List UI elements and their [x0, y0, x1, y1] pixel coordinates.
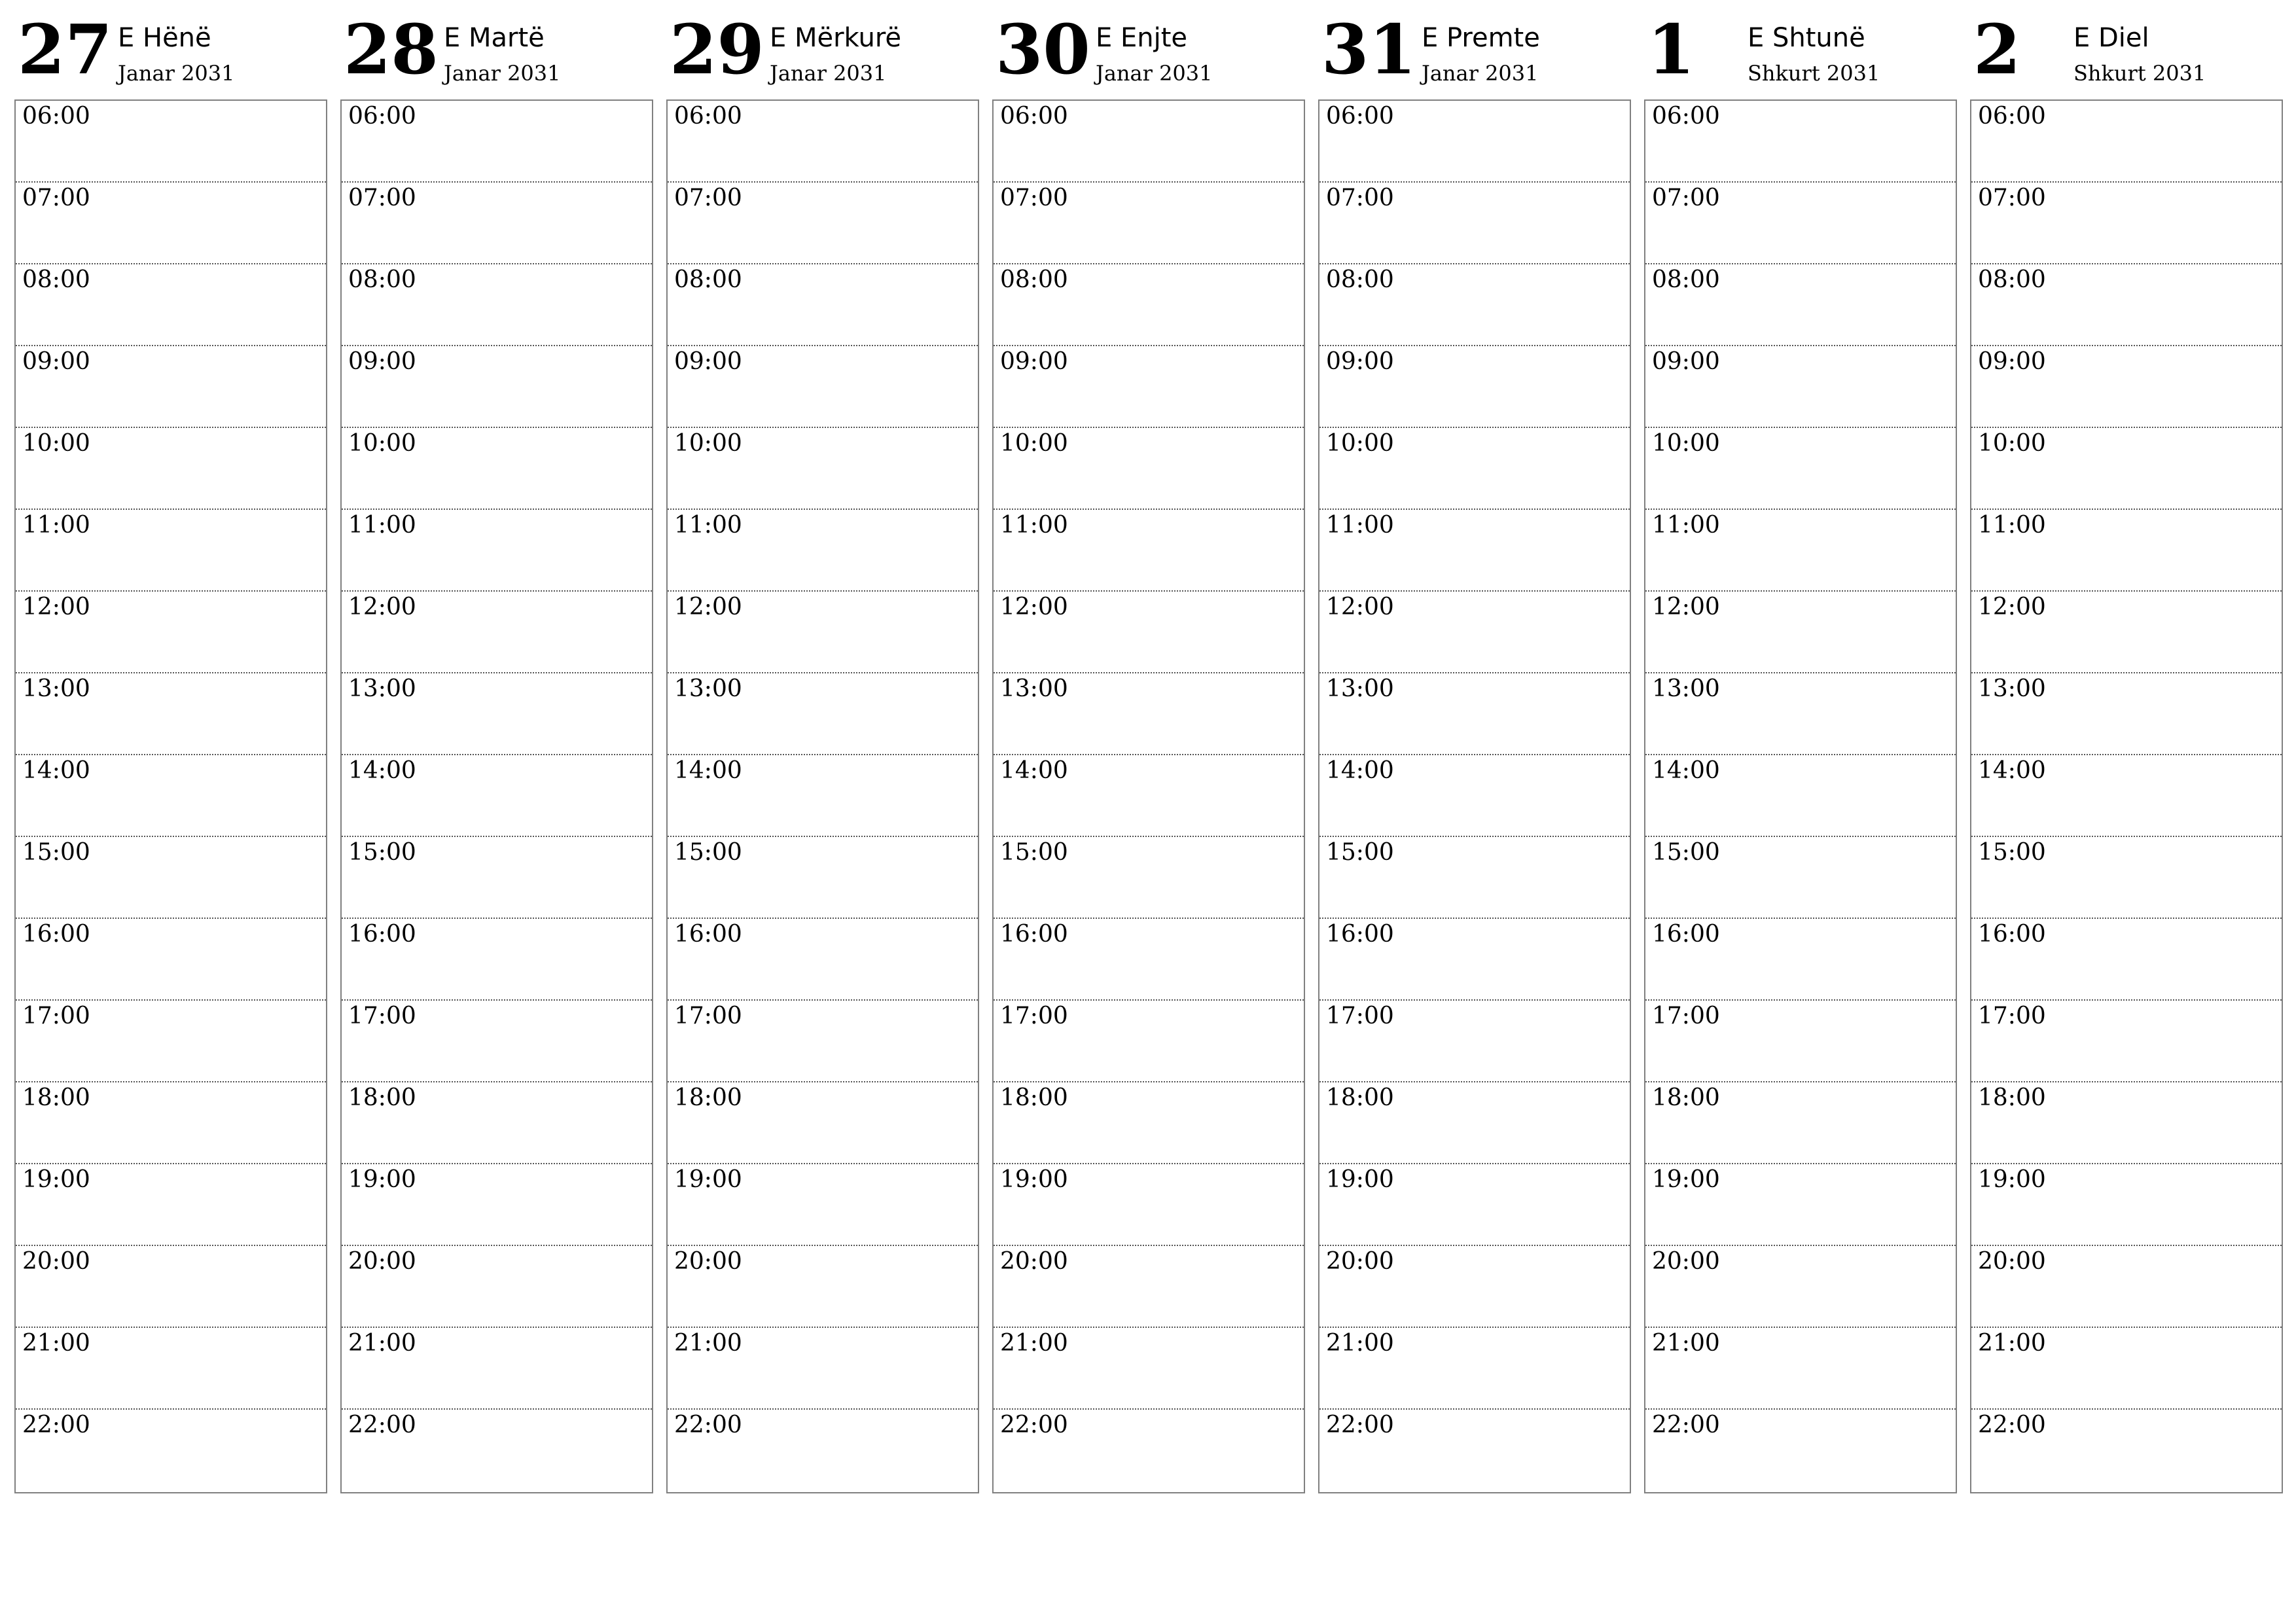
hour-label: 19:00	[348, 1166, 416, 1193]
hour-slot[interactable]	[1319, 837, 1630, 919]
hour-label: 12:00	[1652, 594, 1720, 620]
hour-label: 20:00	[348, 1248, 416, 1275]
hour-label: 12:00	[1978, 594, 2046, 620]
hour-slot[interactable]	[342, 101, 652, 183]
hour-slot[interactable]	[16, 1001, 326, 1082]
hour-label: 10:00	[1000, 430, 1068, 457]
day-column	[340, 0, 653, 1438]
hour-label: 15:00	[674, 839, 742, 866]
hour-slot[interactable]	[668, 264, 978, 346]
hour-slot[interactable]	[994, 1001, 1304, 1082]
hour-slot[interactable]	[1319, 755, 1630, 837]
hour-slot[interactable]	[1645, 1164, 1956, 1246]
hour-label: 11:00	[1978, 512, 2046, 539]
hour-label: 15:00	[1000, 839, 1068, 866]
day-month-year: Shkurt 2031	[2073, 61, 2206, 86]
hour-label: 10:00	[1326, 430, 1394, 457]
hour-slot[interactable]	[342, 755, 652, 837]
hour-label: 22:00	[348, 1412, 416, 1438]
hour-slot[interactable]	[994, 1164, 1304, 1246]
hour-label: 15:00	[1326, 839, 1394, 866]
hour-label: 06:00	[1978, 103, 2046, 130]
hour-slot[interactable]	[16, 183, 326, 264]
day-number: 2	[1973, 9, 2021, 90]
hour-label: 13:00	[1978, 675, 2046, 702]
hour-slot[interactable]	[1645, 346, 1956, 428]
hour-slot[interactable]	[1645, 183, 1956, 264]
hour-label: 13:00	[1652, 675, 1720, 702]
day-name: E Diel	[2073, 23, 2149, 53]
hour-slot[interactable]	[1971, 755, 2282, 837]
day-name: E Shtunë	[1748, 23, 1865, 53]
day-number: 1	[1647, 9, 1695, 90]
hour-label: 14:00	[1652, 757, 1720, 784]
hour-label: 06:00	[22, 103, 90, 130]
hour-label: 22:00	[1326, 1412, 1394, 1438]
hour-slot[interactable]	[342, 1082, 652, 1164]
hour-label: 08:00	[674, 266, 742, 293]
hour-slot[interactable]	[1645, 755, 1956, 837]
hour-label: 18:00	[22, 1084, 90, 1111]
hour-slot[interactable]	[994, 346, 1304, 428]
hour-label: 14:00	[22, 757, 90, 784]
day-month-year: Janar 2031	[118, 61, 235, 86]
hour-slot[interactable]	[342, 1001, 652, 1082]
hour-label: 19:00	[674, 1166, 742, 1193]
hour-label: 16:00	[1000, 921, 1068, 948]
hour-label: 09:00	[674, 348, 742, 375]
hour-label: 14:00	[1978, 757, 2046, 784]
day-schedule-box	[992, 99, 1305, 1493]
hour-slot[interactable]	[994, 1082, 1304, 1164]
hour-label: 14:00	[1326, 757, 1394, 784]
hour-label: 07:00	[1000, 185, 1068, 211]
hour-label: 08:00	[1000, 266, 1068, 293]
hour-slot[interactable]	[342, 592, 652, 673]
hour-label: 15:00	[1652, 839, 1720, 866]
hour-slot[interactable]	[16, 264, 326, 346]
day-month-year: Janar 2031	[1096, 61, 1213, 86]
hour-label: 22:00	[1000, 1412, 1068, 1438]
hour-slot[interactable]	[342, 1164, 652, 1246]
hour-slot[interactable]	[1971, 1082, 2282, 1164]
day-month-year: Janar 2031	[770, 61, 887, 86]
hour-slot[interactable]	[1971, 183, 2282, 264]
hour-slot[interactable]	[1319, 101, 1630, 183]
hour-slot[interactable]	[342, 1328, 652, 1410]
hour-label: 17:00	[1652, 1003, 1720, 1029]
hour-slot[interactable]	[1645, 1001, 1956, 1082]
hour-slot[interactable]	[1645, 592, 1956, 673]
hour-label: 20:00	[1978, 1248, 2046, 1275]
hour-slot[interactable]	[1319, 919, 1630, 1001]
day-number: 31	[1321, 9, 1416, 90]
hour-label: 15:00	[22, 839, 90, 866]
hour-label: 20:00	[1000, 1248, 1068, 1275]
hour-label: 14:00	[348, 757, 416, 784]
hour-label: 16:00	[348, 921, 416, 948]
day-number: 27	[18, 9, 113, 90]
hour-label: 10:00	[348, 430, 416, 457]
hour-slot[interactable]	[668, 1410, 978, 1492]
day-header	[666, 0, 979, 99]
day-column	[1644, 0, 1957, 1438]
hour-label: 17:00	[22, 1003, 90, 1029]
hour-label: 11:00	[348, 512, 416, 539]
hour-label: 12:00	[1326, 594, 1394, 620]
hour-slot[interactable]	[16, 592, 326, 673]
hour-slot[interactable]	[994, 101, 1304, 183]
hour-slot[interactable]	[1971, 264, 2282, 346]
hour-slot[interactable]	[668, 428, 978, 510]
hour-slot[interactable]	[994, 919, 1304, 1001]
hour-slot[interactable]	[668, 919, 978, 1001]
hour-slot[interactable]	[994, 264, 1304, 346]
hour-label: 18:00	[674, 1084, 742, 1111]
hour-slot[interactable]	[16, 101, 326, 183]
day-name: E Martë	[444, 23, 545, 53]
hour-label: 19:00	[1978, 1166, 2046, 1193]
day-month-year: Janar 2031	[444, 61, 561, 86]
day-header	[992, 0, 1305, 99]
hour-slot[interactable]	[1645, 428, 1956, 510]
hour-label: 21:00	[1000, 1330, 1068, 1357]
hour-slot[interactable]	[994, 755, 1304, 837]
hour-label: 22:00	[1652, 1412, 1720, 1438]
hour-label: 08:00	[1978, 266, 2046, 293]
hour-label: 11:00	[1326, 512, 1394, 539]
hour-label: 21:00	[1326, 1330, 1394, 1357]
hour-slot[interactable]	[1971, 919, 2282, 1001]
day-column	[666, 0, 979, 1438]
day-month-year: Janar 2031	[1422, 61, 1539, 86]
day-header	[1970, 0, 2283, 99]
hour-slot[interactable]	[16, 346, 326, 428]
hour-slot[interactable]	[1971, 101, 2282, 183]
hour-slot[interactable]	[994, 1246, 1304, 1328]
hour-slot[interactable]	[1971, 1001, 2282, 1082]
hour-slot[interactable]	[668, 346, 978, 428]
hour-label: 13:00	[22, 675, 90, 702]
hour-label: 21:00	[674, 1330, 742, 1357]
hour-slot[interactable]	[1319, 592, 1630, 673]
hour-slot[interactable]	[342, 264, 652, 346]
hour-label: 12:00	[674, 594, 742, 620]
hour-slot[interactable]	[1319, 1164, 1630, 1246]
hour-label: 17:00	[1978, 1003, 2046, 1029]
hour-label: 15:00	[1978, 839, 2046, 866]
hour-slot[interactable]	[1319, 1328, 1630, 1410]
hour-slot[interactable]	[1319, 1001, 1630, 1082]
hour-slot[interactable]	[994, 428, 1304, 510]
hour-slot[interactable]	[1645, 264, 1956, 346]
hour-slot[interactable]	[1319, 428, 1630, 510]
hour-slot[interactable]	[1319, 1082, 1630, 1164]
hour-label: 16:00	[674, 921, 742, 948]
hour-slot[interactable]	[1971, 837, 2282, 919]
hour-slot[interactable]	[668, 1246, 978, 1328]
hour-slot[interactable]	[994, 837, 1304, 919]
hour-slot[interactable]	[668, 1082, 978, 1164]
day-header	[340, 0, 653, 99]
hour-slot[interactable]	[342, 919, 652, 1001]
hour-slot[interactable]	[342, 183, 652, 264]
hour-slot[interactable]	[1645, 101, 1956, 183]
day-schedule-box	[1644, 99, 1957, 1493]
hour-label: 17:00	[674, 1003, 742, 1029]
hour-label: 11:00	[674, 512, 742, 539]
day-schedule-box	[14, 99, 327, 1493]
hour-label: 19:00	[1000, 1166, 1068, 1193]
hour-slot[interactable]	[668, 510, 978, 592]
hour-slot[interactable]	[1319, 1246, 1630, 1328]
hour-label: 06:00	[348, 103, 416, 130]
day-header	[14, 0, 327, 99]
hour-label: 07:00	[1978, 185, 2046, 211]
hour-label: 20:00	[22, 1248, 90, 1275]
hour-slot[interactable]	[1645, 1246, 1956, 1328]
day-number: 30	[996, 9, 1090, 90]
hour-slot[interactable]	[668, 755, 978, 837]
hour-label: 08:00	[1326, 266, 1394, 293]
hour-slot[interactable]	[1971, 1246, 2282, 1328]
hour-slot[interactable]	[342, 1410, 652, 1492]
hour-label: 11:00	[1000, 512, 1068, 539]
day-name: E Premte	[1422, 23, 1540, 53]
hour-slot[interactable]	[668, 1001, 978, 1082]
hour-label: 07:00	[1326, 185, 1394, 211]
hour-label: 09:00	[1652, 348, 1720, 375]
hour-label: 19:00	[1652, 1166, 1720, 1193]
hour-label: 17:00	[1326, 1003, 1394, 1029]
hour-label: 16:00	[1978, 921, 2046, 948]
hour-label: 17:00	[348, 1003, 416, 1029]
hour-label: 18:00	[1326, 1084, 1394, 1111]
hour-label: 12:00	[1000, 594, 1068, 620]
hour-label: 10:00	[22, 430, 90, 457]
hour-slot[interactable]	[1971, 592, 2282, 673]
hour-slot[interactable]	[668, 101, 978, 183]
hour-label: 21:00	[348, 1330, 416, 1357]
hour-slot[interactable]	[1319, 183, 1630, 264]
hour-label: 06:00	[674, 103, 742, 130]
day-name: E Hënë	[118, 23, 211, 53]
hour-label: 19:00	[22, 1166, 90, 1193]
hour-slot[interactable]	[994, 1410, 1304, 1492]
hour-slot[interactable]	[1971, 673, 2282, 755]
hour-slot[interactable]	[16, 428, 326, 510]
day-column	[14, 0, 327, 1438]
hour-slot[interactable]	[668, 1164, 978, 1246]
hour-slot[interactable]	[342, 428, 652, 510]
hour-slot[interactable]	[668, 673, 978, 755]
hour-label: 20:00	[1326, 1248, 1394, 1275]
hour-label: 14:00	[674, 757, 742, 784]
hour-label: 09:00	[1000, 348, 1068, 375]
hour-label: 22:00	[22, 1412, 90, 1438]
hour-slot[interactable]	[16, 1328, 326, 1410]
hour-slot[interactable]	[668, 837, 978, 919]
day-header	[1644, 0, 1957, 99]
hour-slot[interactable]	[16, 1410, 326, 1492]
hour-slot[interactable]	[16, 837, 326, 919]
hour-slot[interactable]	[1971, 346, 2282, 428]
hour-slot[interactable]	[1971, 1328, 2282, 1410]
hour-slot[interactable]	[994, 592, 1304, 673]
hour-label: 18:00	[1652, 1084, 1720, 1111]
hour-label: 10:00	[1652, 430, 1720, 457]
hour-slot[interactable]	[1319, 673, 1630, 755]
hour-label: 14:00	[1000, 757, 1068, 784]
hour-label: 06:00	[1000, 103, 1068, 130]
hour-label: 11:00	[1652, 512, 1720, 539]
hour-label: 10:00	[1978, 430, 2046, 457]
hour-slot[interactable]	[668, 1328, 978, 1410]
hour-slot[interactable]	[1645, 837, 1956, 919]
hour-label: 21:00	[1978, 1330, 2046, 1357]
hour-label: 18:00	[1978, 1084, 2046, 1111]
hour-label: 13:00	[348, 675, 416, 702]
hour-label: 18:00	[348, 1084, 416, 1111]
hour-slot[interactable]	[16, 755, 326, 837]
day-month-year: Shkurt 2031	[1748, 61, 1880, 86]
day-schedule-box	[340, 99, 653, 1493]
hour-slot[interactable]	[994, 1328, 1304, 1410]
hour-label: 13:00	[674, 675, 742, 702]
hour-label: 21:00	[1652, 1330, 1720, 1357]
hour-label: 22:00	[674, 1412, 742, 1438]
hour-slot[interactable]	[16, 919, 326, 1001]
hour-slot[interactable]	[1971, 510, 2282, 592]
hour-label: 09:00	[1978, 348, 2046, 375]
hour-label: 06:00	[1652, 103, 1720, 130]
hour-label: 07:00	[348, 185, 416, 211]
day-schedule-box	[1318, 99, 1631, 1493]
hour-slot[interactable]	[994, 510, 1304, 592]
day-header	[1318, 0, 1631, 99]
hour-label: 08:00	[348, 266, 416, 293]
hour-slot[interactable]	[1319, 264, 1630, 346]
hour-slot[interactable]	[1971, 428, 2282, 510]
hour-label: 13:00	[1000, 675, 1068, 702]
hour-label: 16:00	[1652, 921, 1720, 948]
hour-slot[interactable]	[16, 1164, 326, 1246]
hour-slot[interactable]	[16, 1082, 326, 1164]
day-column	[992, 0, 1305, 1438]
hour-slot[interactable]	[1645, 510, 1956, 592]
day-column	[1318, 0, 1631, 1438]
day-column	[1970, 0, 2283, 1438]
hour-slot[interactable]	[342, 837, 652, 919]
hour-label: 09:00	[1326, 348, 1394, 375]
hour-slot[interactable]	[994, 183, 1304, 264]
hour-slot[interactable]	[668, 592, 978, 673]
day-schedule-box	[666, 99, 979, 1493]
hour-slot[interactable]	[994, 673, 1304, 755]
hour-label: 11:00	[22, 512, 90, 539]
hour-label: 15:00	[348, 839, 416, 866]
hour-label: 07:00	[1652, 185, 1720, 211]
hour-label: 20:00	[1652, 1248, 1720, 1275]
day-number: 29	[670, 9, 764, 90]
hour-label: 16:00	[22, 921, 90, 948]
hour-label: 07:00	[674, 185, 742, 211]
hour-label: 13:00	[1326, 675, 1394, 702]
hour-slot[interactable]	[1645, 1082, 1956, 1164]
hour-slot[interactable]	[342, 346, 652, 428]
hour-label: 08:00	[1652, 266, 1720, 293]
hour-label: 20:00	[674, 1248, 742, 1275]
hour-label: 12:00	[348, 594, 416, 620]
hour-label: 22:00	[1978, 1412, 2046, 1438]
hour-label: 18:00	[1000, 1084, 1068, 1111]
hour-slot[interactable]	[16, 673, 326, 755]
hour-slot[interactable]	[1645, 673, 1956, 755]
hour-label: 07:00	[22, 185, 90, 211]
hour-slot[interactable]	[1319, 510, 1630, 592]
day-number: 28	[344, 9, 439, 90]
hour-slot[interactable]	[1319, 346, 1630, 428]
hour-slot[interactable]	[342, 510, 652, 592]
hour-slot[interactable]	[1971, 1410, 2282, 1492]
day-name: E Enjte	[1096, 23, 1188, 53]
hour-slot[interactable]	[16, 510, 326, 592]
day-schedule-box	[1970, 99, 2283, 1493]
hour-label: 10:00	[674, 430, 742, 457]
hour-slot[interactable]	[342, 673, 652, 755]
hour-slot[interactable]	[1971, 1164, 2282, 1246]
hour-label: 19:00	[1326, 1166, 1394, 1193]
hour-label: 09:00	[348, 348, 416, 375]
hour-slot[interactable]	[16, 1246, 326, 1328]
hour-label: 06:00	[1326, 103, 1394, 130]
hour-slot[interactable]	[1645, 919, 1956, 1001]
hour-label: 09:00	[22, 348, 90, 375]
hour-slot[interactable]	[1319, 1410, 1630, 1492]
hour-label: 16:00	[1326, 921, 1394, 948]
hour-slot[interactable]	[1645, 1328, 1956, 1410]
hour-slot[interactable]	[342, 1246, 652, 1328]
hour-label: 21:00	[22, 1330, 90, 1357]
hour-slot[interactable]	[668, 183, 978, 264]
day-name: E Mërkurë	[770, 23, 902, 53]
hour-label: 08:00	[22, 266, 90, 293]
hour-slot[interactable]	[1645, 1410, 1956, 1492]
hour-label: 12:00	[22, 594, 90, 620]
hour-label: 17:00	[1000, 1003, 1068, 1029]
